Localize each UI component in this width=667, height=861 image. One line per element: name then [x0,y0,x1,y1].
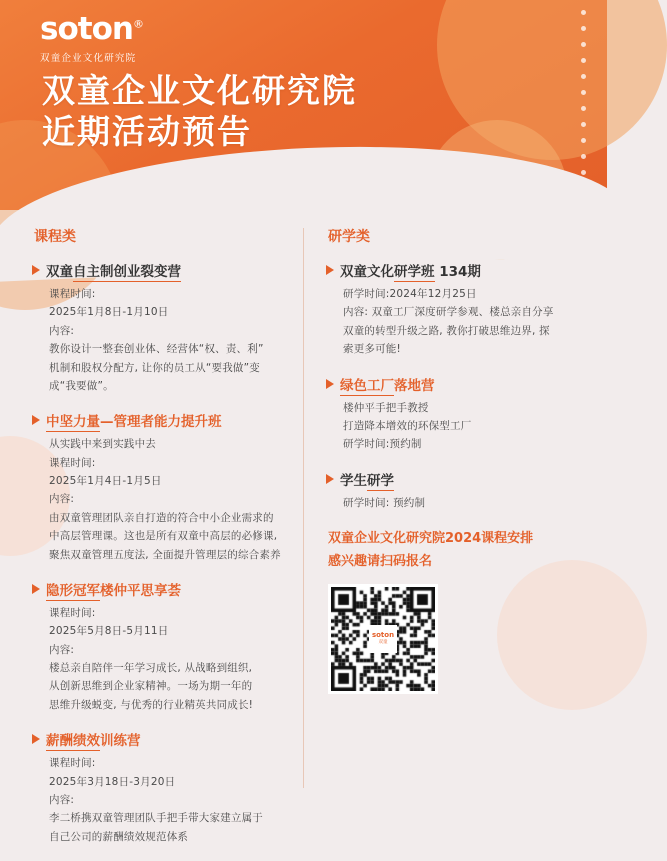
study-item-list [326,260,584,512]
section-title-courses: 课程类 [32,224,76,248]
item-heading [32,260,294,280]
title-line-1: 双童企业文化研究院 [42,71,357,110]
registered-mark-icon: ® [132,17,143,31]
item-title-suffix: 134期 [434,264,481,280]
item-title-prefix: 双童 [46,264,73,280]
item-title [46,729,141,749]
study-tours-column [326,224,584,694]
item-title [46,410,222,430]
item-heading [32,410,294,430]
item-title-highlight: 隐形冠军 [46,582,100,599]
promo-text [328,527,584,574]
item-title-suffix: 训练营 [100,733,141,750]
item-body [49,435,294,564]
qr-logo-text: soton [371,631,395,640]
item-heading [32,729,294,749]
item-body-line: 自己公司的薪酬绩效规范体系 [49,830,189,843]
triangle-bullet-icon [32,734,40,744]
list-item [326,374,584,454]
item-title-suffix: 楼仲平思享荟 [100,582,181,599]
list-item [32,410,294,564]
item-title-highlight: 中坚力量 [46,414,100,431]
item-title-suffix: —管理者能力提升班 [100,414,222,431]
item-title [340,469,394,489]
course-item-list [32,260,294,846]
list-item [326,260,584,359]
item-body-line: 李二桥携双童管理团队手把手带大家建立属于 [49,812,263,825]
triangle-bullet-icon [326,379,334,389]
item-body-line: 打造降本增效的环保型工厂 [343,419,472,432]
item-title-highlight: 绿色工厂 [340,377,394,394]
item-body-line: 由双童管理团队亲自打造的符合中小企业需求的 [49,511,274,524]
item-body-line: 从创新思维到企业家精神。一场为期一年的 [49,680,253,693]
list-item [32,729,294,846]
item-body-line: 成“我要做”。 [49,379,114,392]
section-title-study: 研学类 [326,224,370,248]
promo-line-1: 双童企业文化研究院2024课程安排 [328,531,534,546]
item-body-line: 课程时间: [49,606,96,619]
qr-code-image [331,587,435,691]
item-body-line: 研学时间:预约制 [343,438,422,451]
logo-wordmark [40,11,143,47]
item-heading [32,579,294,599]
item-body [49,754,294,846]
item-title [340,260,481,280]
item-body-line: 思维升级蜕变, 与优秀的行业精英共同成长! [49,698,254,711]
triangle-bullet-icon [326,474,334,484]
item-title-highlight: 薪酬绩效 [46,733,100,750]
item-title-prefix: 双童文化 [340,264,394,280]
courses-column [32,224,294,861]
page-title [42,70,357,153]
column-divider [303,228,304,788]
item-body-line: 楼总亲自陪伴一年学习成长, 从战略到组织, [49,662,253,674]
item-body [343,494,584,512]
item-body-line: 中高层管理课。这也是所有双童中高层的必修课, [49,530,278,543]
item-body [343,285,584,359]
triangle-bullet-icon [326,265,334,275]
qr-code[interactable] [328,584,438,694]
item-heading [326,469,584,489]
item-heading [326,374,584,394]
item-body-line: 聚焦双童管理五度法, 全面提升管理层的综合素养 [49,548,281,561]
poster-header [0,0,607,210]
item-body-line: 课程时间: [49,288,96,300]
dot-column-decoration [581,10,591,195]
item-body-line: 从实践中来到实践中去 [49,438,156,451]
list-item [32,260,294,395]
item-title [46,260,181,280]
item-title-prefix: 学生 [340,472,367,489]
item-heading [326,260,584,280]
item-body-line: 课程时间: [49,757,96,770]
item-title-suffix: 落地营 [394,377,435,394]
item-body-line: 研学时间: 预约制 [343,496,426,509]
item-body [49,604,294,714]
item-body-line: 课程时间: [49,456,96,469]
item-body-line: 2025年1月4日-1月5日 [49,475,162,487]
item-body-line: 2025年3月18日-3月20日 [49,775,176,788]
item-body-line: 内容: [49,493,75,506]
promo-line-2: 感兴趣请扫码报名 [328,554,433,570]
triangle-bullet-icon [32,415,40,425]
item-body-line: 2025年5月8日-5月11日 [49,625,169,638]
list-item [326,469,584,512]
item-title-highlight: 自主制创业裂变营 [73,264,181,280]
logo-text: soton [40,11,133,47]
item-title-highlight: 研学 [367,472,394,489]
item-body-line: 研学时间:2024年12月25日 [343,288,477,300]
item-body-line: 机制和股权分配方, 让你的员工从“要我做”变 [49,361,260,374]
logo-subtitle: 双童企业文化研究院 [40,53,137,64]
item-body-line: 2025年1月8日-1月10日 [49,306,169,319]
triangle-bullet-icon [32,265,40,275]
title-line-2: 近期活动预告 [42,112,252,152]
list-item [32,579,294,714]
item-body-line: 双童的转型升级之路, 教你打破思维边界, 探 [343,324,550,337]
item-body [343,399,584,454]
item-title [340,374,435,394]
item-body-line: 教你设计一整套创业体、经营体“权、责、利” [49,343,264,356]
item-body [49,285,294,395]
poster-body [0,206,607,843]
item-body-line: 内容: [49,643,75,656]
item-body-line: 内容: [49,324,75,337]
item-body-line: 楼仲平手把手教授 [343,401,429,414]
item-body-line: 索更多可能! [343,343,401,356]
item-body-line: 内容: 双童工厂深度研学参观、楼总亲自分享 [343,306,554,319]
qr-logo-sub: 双童 [378,640,388,646]
qr-center-logo [369,625,397,653]
item-body-line: 内容: [49,793,75,806]
item-title-highlight: 研学班 [394,264,435,280]
triangle-bullet-icon [32,584,40,594]
brand-logo [40,11,143,64]
item-title [46,579,181,599]
